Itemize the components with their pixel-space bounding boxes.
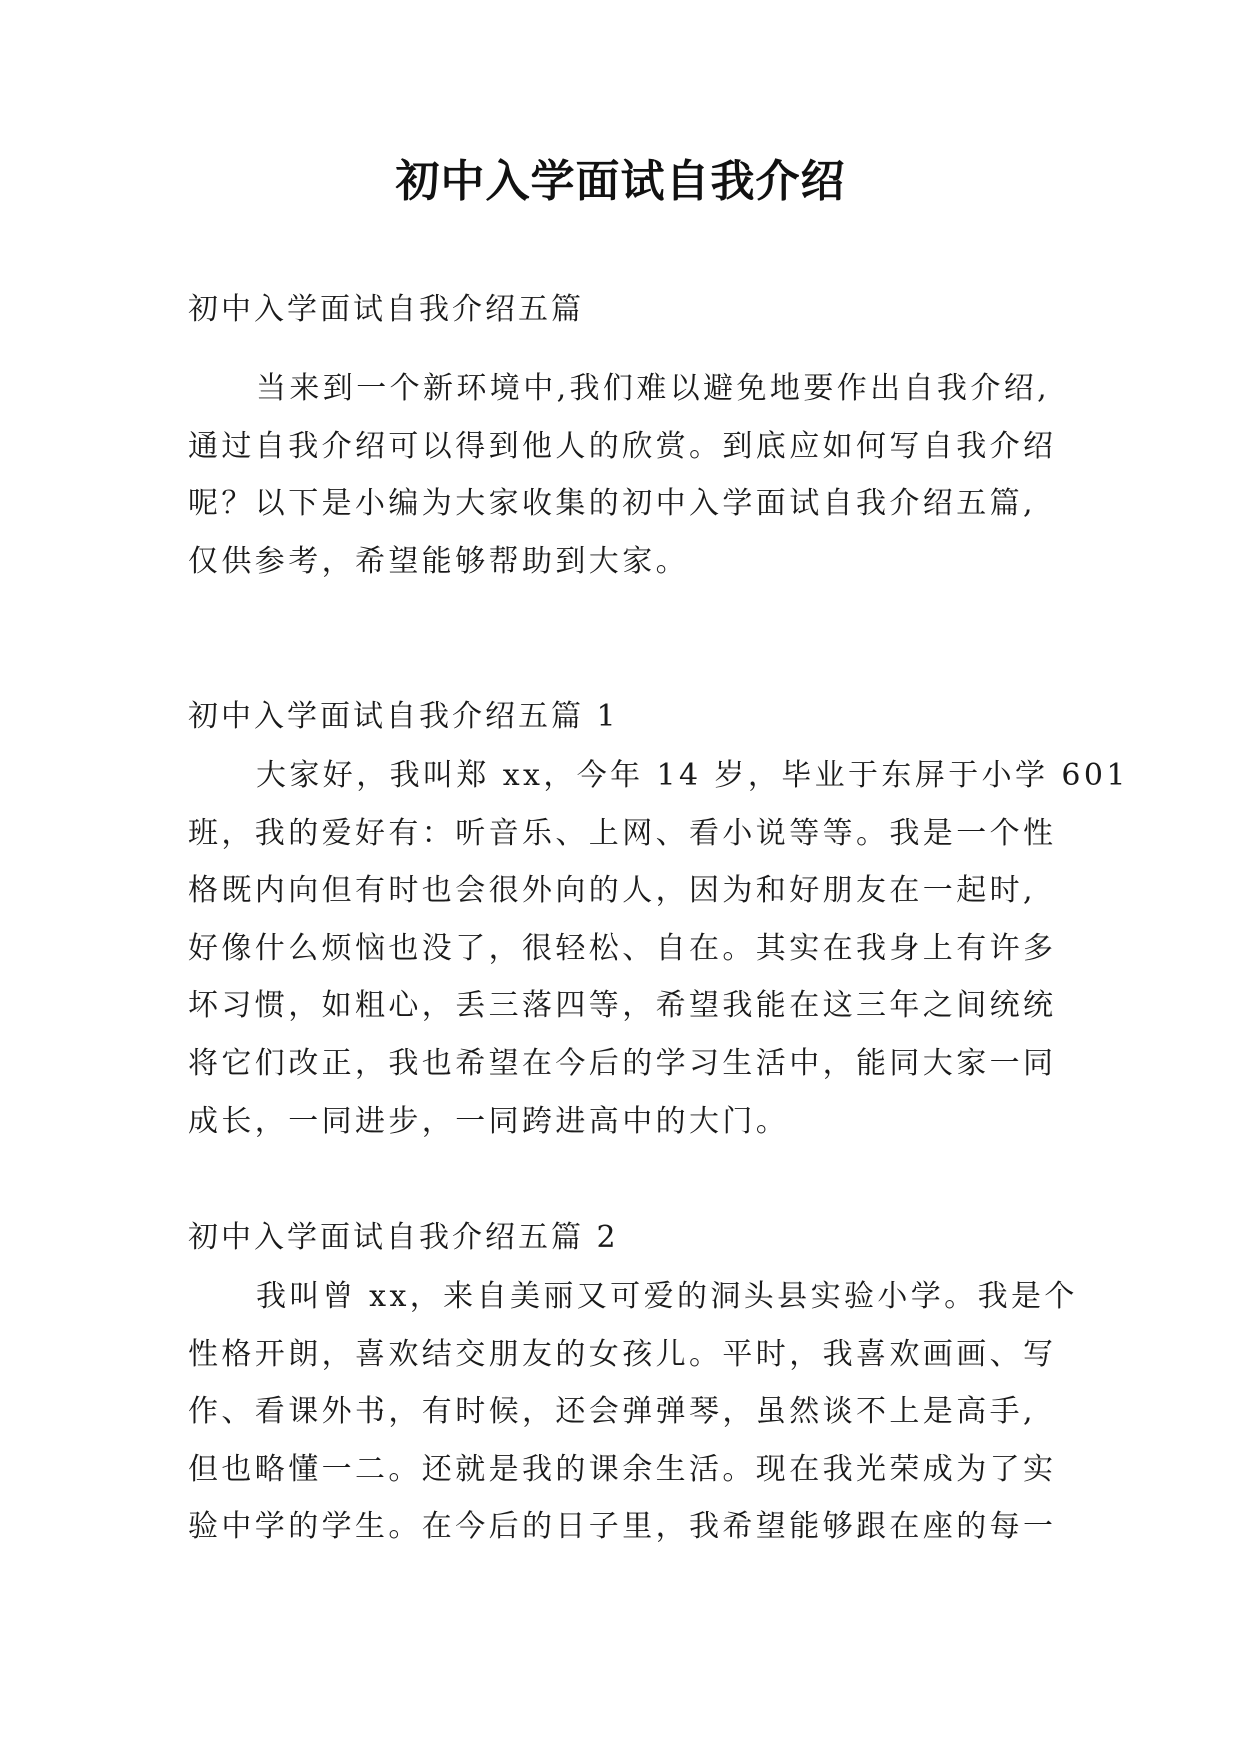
document-title: 初中入学面试自我介绍 bbox=[395, 156, 846, 207]
paragraph-line: 仅供参考，希望能够帮助到大家。 bbox=[188, 543, 689, 579]
paragraph-line: 呢？以下是小编为大家收集的初中入学面试自我介绍五篇, bbox=[188, 486, 1036, 522]
paragraph-line: 格既内向但有时也会很外向的人，因为和好朋友在一起时, bbox=[188, 873, 1036, 909]
document-subtitle: 初中入学面试自我介绍五篇 bbox=[188, 292, 584, 327]
paragraph-line: 班，我的爱好有：听音乐、上网、看小说等等。我是一个性 bbox=[188, 815, 1057, 851]
paragraph-line: 但也略懂一二。还就是我的课余生活。现在我光荣成为了实 bbox=[188, 1451, 1057, 1487]
paragraph-line: 通过自我介绍可以得到他人的欣赏。到底应如何写自我介绍 bbox=[188, 428, 1057, 464]
section-2-paragraph bbox=[188, 1268, 1078, 1556]
section-heading-2: 初中入学面试自我介绍五篇 2 bbox=[188, 1220, 619, 1255]
paragraph-line: 将它们改正，我也希望在今后的学习生活中，能同大家一同 bbox=[188, 1045, 1057, 1081]
paragraph-line: 验中学的学生。在今后的日子里，我希望能够跟在座的每一 bbox=[188, 1509, 1057, 1545]
section-1-paragraph bbox=[188, 747, 1129, 1150]
paragraph-line: 我叫曾 xx，来自美丽又可爱的洞头县实验小学。我是个 bbox=[256, 1279, 1078, 1314]
section-heading-1: 初中入学面试自我介绍五篇 1 bbox=[188, 699, 619, 734]
intro-paragraph bbox=[188, 360, 1068, 590]
paragraph-line: 好像什么烦恼也没了，很轻松、自在。其实在我身上有许多 bbox=[188, 930, 1057, 966]
paragraph-line: 大家好，我叫郑 xx，今年 14 岁，毕业于东屏于小学 601 bbox=[256, 758, 1129, 793]
paragraph-line: 性格开朗，喜欢结交朋友的女孩儿。平时，我喜欢画画、写 bbox=[188, 1336, 1057, 1372]
paragraph-line: 成长，一同进步，一同跨进高中的大门。 bbox=[188, 1103, 790, 1139]
paragraph-line: 当来到一个新环境中,我们难以避免地要作出自我介绍, bbox=[256, 371, 1051, 406]
paragraph-line: 坏习惯，如粗心，丢三落四等，希望我能在这三年之间统统 bbox=[188, 988, 1057, 1024]
paragraph-line: 作、看课外书，有时候，还会弹弹琴，虽然谈不上是高手, bbox=[188, 1394, 1036, 1430]
